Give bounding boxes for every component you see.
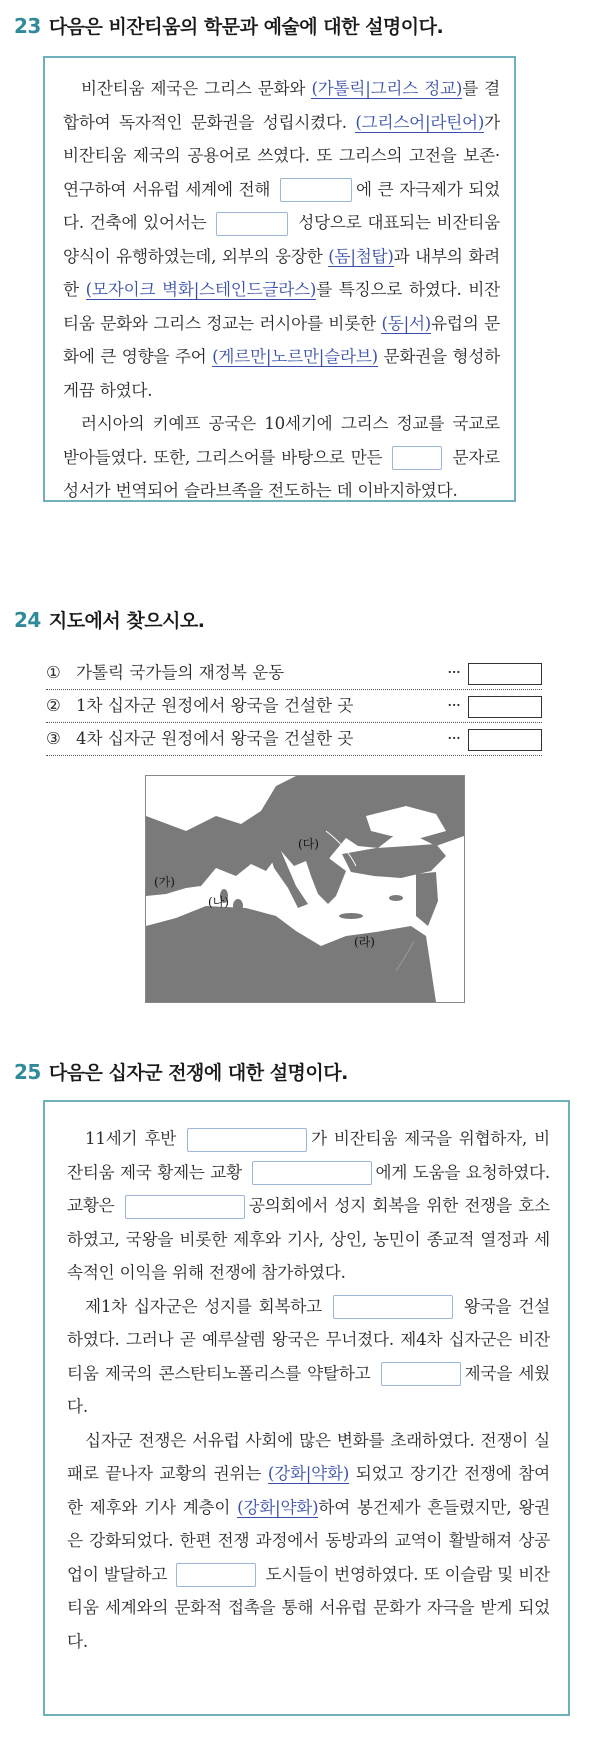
q23-paragraph-1: 비잔티움 제국은 그리스 문화와 (가톨릭|그리스 정교)를 결합하여 독자적인 문화권을 성립시켰다. (그리스어|라틴어)가 비잔티움 제국의 공용어로 쓰였다. 또 그리스의 고전을 보존·연구하여 서유럽 세계에 전해 에 큰 자극제가 되었다. 건축에 있어서는 성당으로 대표되는 비잔티움 양식이 유행하였는데, 외부의 웅장한 (돔|첨탑)과 내부의 화려한 (모자이크 벽화|스테인드글라스)를 특징으로 하였다. 비잔티움 문화와 그리스 정교는 러시아를 비롯한 (동|서)유럽의 문화에 큰 영향을 주어 (게르만|노르만|슬라브) 문화권을 형성하게끔 하였다. bbox=[63, 79, 501, 400]
q24-item-2: ② 1차 십자군 원정에서 왕국을 건설한 곳 ··· bbox=[46, 690, 542, 723]
q24-item-1: ① 가톨릭 국가들의 재정복 운동 ··· bbox=[46, 657, 542, 690]
map-sicily bbox=[255, 916, 273, 924]
q23-blank-3[interactable] bbox=[392, 446, 442, 470]
q24-title: 지도에서 찾으시오. bbox=[48, 610, 205, 632]
q23-choice-2[interactable]: (그리스어|라틴어) bbox=[355, 112, 485, 132]
map-svg bbox=[146, 776, 464, 1002]
map-label-ga: (가) bbox=[154, 875, 175, 889]
q25-blank-2[interactable] bbox=[252, 1161, 372, 1185]
q23-paragraph-2: 러시아의 키예프 공국은 10세기에 그리스 정교를 국교로 받아들였다. 또한, 그리스어를 바탕으로 만든 문자로 성서가 번역되어 슬라브족을 전도하는 데 이바지하였다. bbox=[63, 414, 500, 500]
q25-blank-6[interactable] bbox=[176, 1563, 256, 1587]
q23-choice-1[interactable]: (가톨릭|그리스 정교) bbox=[311, 79, 463, 98]
q23-heading bbox=[14, 12, 443, 39]
q23-blank-2[interactable] bbox=[216, 212, 288, 236]
q25-heading bbox=[14, 1058, 348, 1085]
q23-passage bbox=[63, 72, 500, 508]
q25-blank-4[interactable] bbox=[333, 1295, 453, 1319]
q24-answer-box-3[interactable] bbox=[468, 729, 542, 751]
q24-answer-box-2[interactable] bbox=[468, 696, 542, 718]
q24-heading bbox=[14, 606, 205, 633]
q25-passage bbox=[67, 1122, 550, 1658]
q25-number: 25 bbox=[14, 1060, 41, 1084]
map-label-ra: (라) bbox=[354, 935, 375, 949]
q25-blank-3[interactable] bbox=[125, 1195, 245, 1219]
q24-answer-box-1[interactable] bbox=[468, 663, 542, 685]
map-label-na: (나) bbox=[208, 895, 229, 909]
q23-choice-5[interactable]: (동|서) bbox=[381, 313, 432, 333]
q23-title: 다음은 비잔티움의 학문과 예술에 대한 설명이다. bbox=[48, 16, 444, 38]
mediterranean-map bbox=[145, 775, 465, 1003]
q24-item-3: ③ 4차 십자군 원정에서 왕국을 건설한 곳 ··· bbox=[46, 723, 542, 756]
q25-paragraph-2: 제1차 십자군은 성지를 회복하고 왕국을 건설하였다. 그러나 곧 예루살렘 왕국은 무너졌다. 제4차 십자군은 비잔티움 제국의 콘스탄티노폴리스를 약탈하고 제국을 세웠다. bbox=[67, 1296, 550, 1416]
q25-title: 다음은 십자군 전쟁에 대한 설명이다. bbox=[48, 1062, 348, 1084]
map-sardinia bbox=[233, 899, 243, 913]
q23-blank-1[interactable] bbox=[280, 178, 352, 202]
map-crete bbox=[339, 913, 363, 919]
q25-blank-5[interactable] bbox=[381, 1362, 461, 1386]
q23-choice-3[interactable]: (돔|첨탑) bbox=[328, 246, 394, 266]
q25-passage-box bbox=[43, 1100, 570, 1716]
q25-choice-2[interactable]: (강화|약화) bbox=[237, 1497, 319, 1517]
q25-paragraph-1: 11세기 후반 가 비잔티움 제국을 위협하자, 비잔티움 제국 황제는 교황 에게 도움을 요청하였다. 교황은 공의회에서 성지 회복을 위한 전쟁을 호소하였고, 국왕을 비롯한 제후와 기사, 상인, 농민이 종교적 열정과 세속적인 이익을 위해 전쟁에 참가하였다. bbox=[67, 1129, 550, 1282]
q25-choice-1[interactable]: (강화|약화) bbox=[267, 1464, 350, 1483]
q23-number: 23 bbox=[14, 14, 41, 38]
q25-paragraph-3: 십자군 전쟁은 서유럽 사회에 많은 변화를 초래하였다. 전쟁이 실패로 끝나자 교황의 권위는 (강화|약화) 되었고 장기간 전쟁에 참여한 제후와 기사 계층이 (강화|약화)하여 봉건제가 흔들렸지만, 왕권은 강화되었다. 한편 전쟁 과정에서 동방과의 교역이 활발해져 상공업이 발달하고 도시들이 번영하였다. 또 이슬람 및 비잔티움 세계와의 문화적 접촉을 통해 서유럽 문화가 자극을 받게 되었다. bbox=[67, 1430, 550, 1651]
map-label-da: (다) bbox=[298, 837, 319, 851]
q24-number: 24 bbox=[14, 608, 41, 632]
q23-passage-box bbox=[43, 56, 516, 502]
q23-choice-6[interactable]: (게르만|노르만|슬라브) bbox=[212, 347, 378, 366]
q24-item-list bbox=[46, 657, 542, 756]
q25-blank-1[interactable] bbox=[187, 1128, 307, 1152]
map-cyprus bbox=[389, 895, 403, 901]
q23-choice-4[interactable]: (모자이크 벽화|스테인드글라스) bbox=[85, 280, 317, 299]
